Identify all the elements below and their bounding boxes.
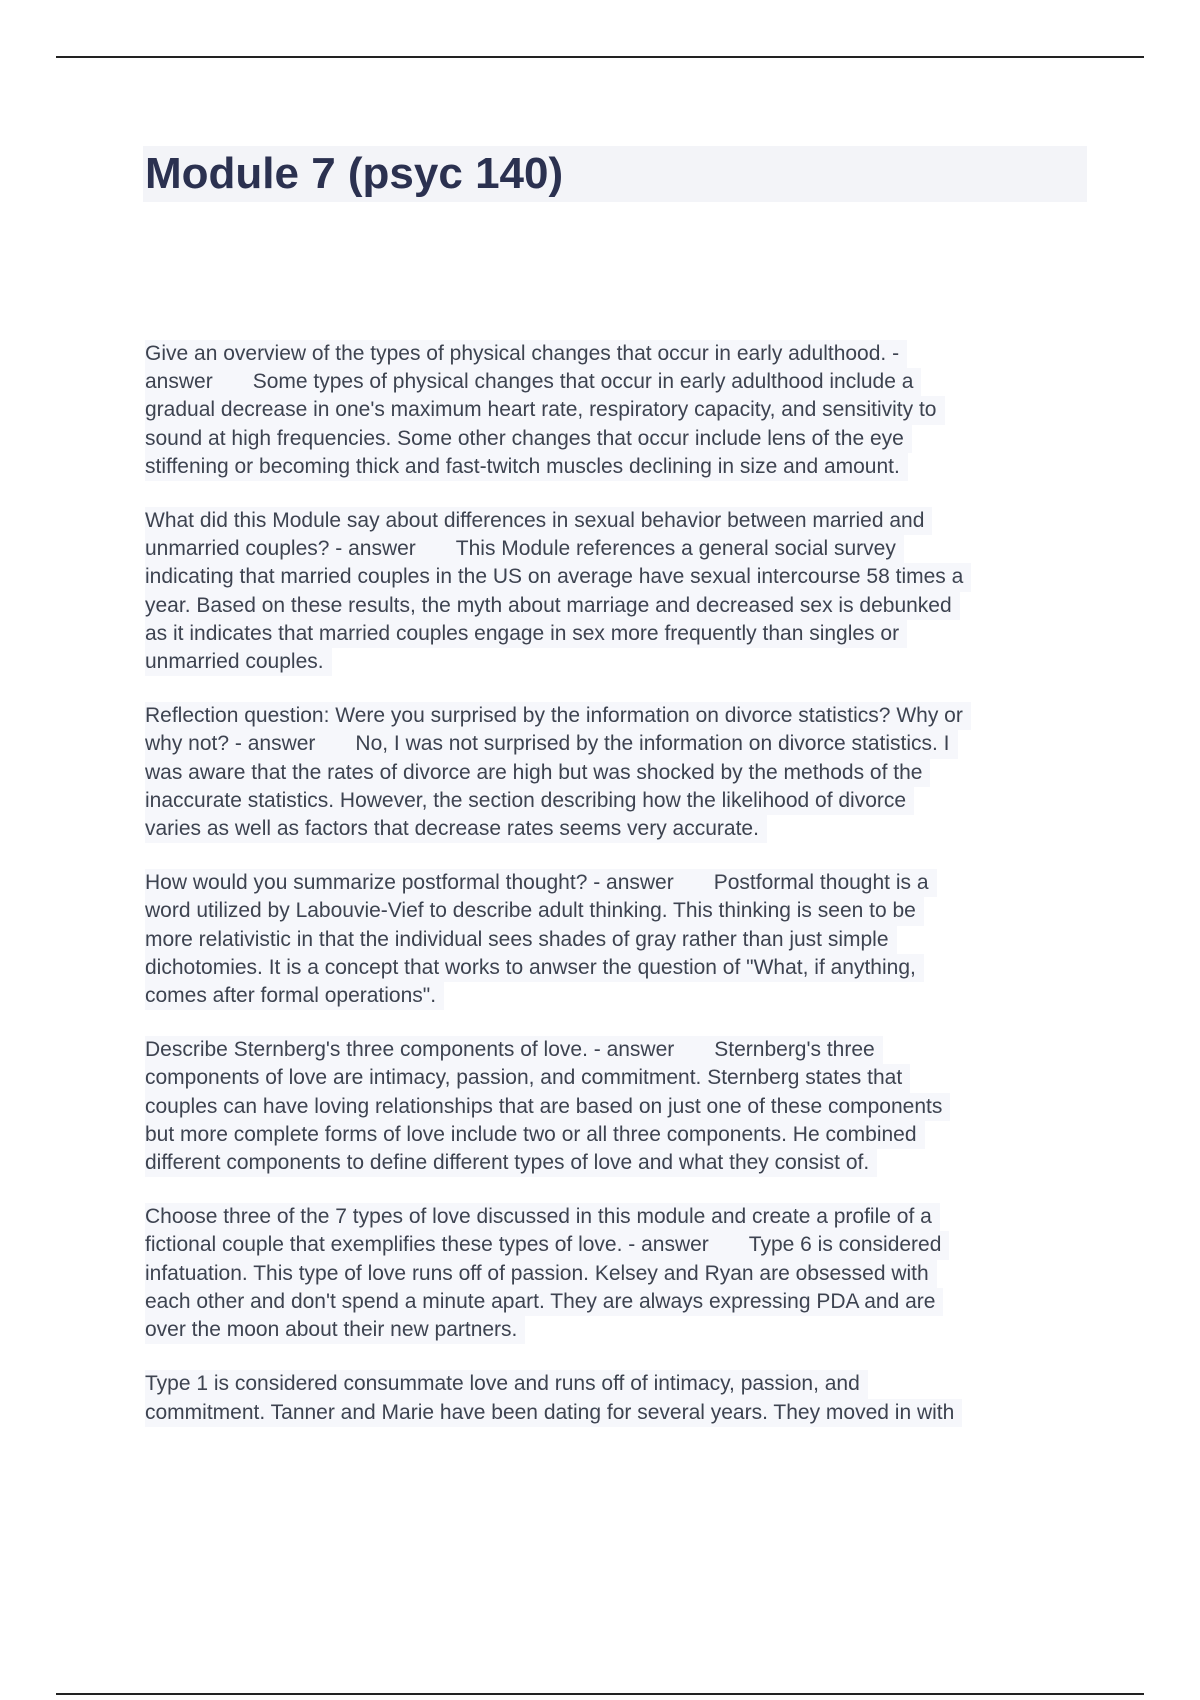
question-segment: unmarried couples? - answer xyxy=(145,537,416,561)
qa-paragraph xyxy=(145,1370,1085,1426)
question-segment: How would you summarize postformal thought? - answer xyxy=(145,871,674,895)
qa-paragraph xyxy=(145,1203,1085,1344)
text-line: commitment. Tanner and Marie have been dating for several years. They moved in with xyxy=(145,1399,962,1427)
text-line: couples can have loving relationships that are based on just one of these components xyxy=(145,1093,950,1121)
text-line: stiffening or becoming thick and fast-twitch muscles declining in size and amount. xyxy=(145,453,908,481)
text-line: unmarried couples. xyxy=(145,648,332,676)
answer-segment: Some types of physical changes that occur in early adulthood include a xyxy=(252,370,914,394)
question-segment: answer xyxy=(145,370,213,394)
page-title: Module 7 (psyc 140) xyxy=(145,149,564,198)
text-line: sound at high frequencies. Some other changes that occur include lens of the eye xyxy=(145,425,912,453)
question-segment: Describe Sternberg's three components of love. - answer xyxy=(145,1038,675,1062)
qa-paragraph xyxy=(145,507,1085,676)
text-line: each other and don't spend a minute apart. They are always expressing PDA and are xyxy=(145,1288,943,1316)
text-line: as it indicates that married couples engage in sex more frequently than singles or xyxy=(145,620,907,648)
text-line: different components to define different types of love and what they consist of. xyxy=(145,1149,877,1177)
text-line: What did this Module say about differences in sexual behavior between married and xyxy=(145,507,932,535)
text-line: more relativistic in that the individual sees shades of gray rather than just simple xyxy=(145,926,897,954)
answer-segment: Postformal thought is a xyxy=(713,871,929,895)
question-segment: fictional couple that exemplifies these types of love. - answer xyxy=(145,1233,709,1257)
text-line: but more complete forms of love include two or all three components. He combined xyxy=(145,1121,925,1149)
text-line: word utilized by Labouvie-Vief to describe adult thinking. This thinking is seen to be xyxy=(145,897,924,925)
text-line: components of love are intimacy, passion, and commitment. Sternberg states that xyxy=(145,1064,910,1092)
text-line: Choose three of the 7 types of love discussed in this module and create a profile of a xyxy=(145,1203,940,1231)
text-line: Type 1 is considered consummate love and runs off of intimacy, passion, and xyxy=(145,1370,868,1398)
text-line: dichotomies. It is a concept that works to anwser the question of "What, if anything, xyxy=(145,954,924,982)
text-line: varies as well as factors that decrease rates seems very accurate. xyxy=(145,815,767,843)
text-line xyxy=(145,730,958,758)
text-line: inaccurate statistics. However, the section describing how the likelihood of divorce xyxy=(145,787,914,815)
text-line: over the moon about their new partners. xyxy=(145,1316,525,1344)
title-block xyxy=(143,146,1087,202)
qa-paragraph xyxy=(145,869,1085,1010)
qa-paragraph xyxy=(145,340,1085,481)
qa-paragraph xyxy=(145,702,1085,843)
document-body xyxy=(145,340,1085,1453)
text-line xyxy=(145,368,921,396)
answer-segment: Sternberg's three xyxy=(714,1038,875,1062)
answer-segment: No, I was not surprised by the information on divorce statistics. I xyxy=(355,732,950,756)
text-line: infatuation. This type of love runs off of passion. Kelsey and Ryan are obsessed with xyxy=(145,1260,937,1288)
bottom-rule xyxy=(56,1693,1144,1695)
top-rule xyxy=(56,56,1144,58)
text-line xyxy=(145,1036,883,1064)
text-line: Reflection question: Were you surprised by the information on divorce statistics? Why or xyxy=(145,702,971,730)
text-line: year. Based on these results, the myth about marriage and decreased sex is debunked xyxy=(145,592,960,620)
answer-segment: Type 6 is considered xyxy=(748,1233,942,1257)
text-line: indicating that married couples in the US on average have sexual intercourse 58 times a xyxy=(145,563,971,591)
text-line xyxy=(145,1231,949,1259)
answer-segment: This Module references a general social survey xyxy=(455,537,896,561)
qa-paragraph xyxy=(145,1036,1085,1177)
text-line: comes after formal operations". xyxy=(145,982,444,1010)
text-line xyxy=(145,535,904,563)
text-line: gradual decrease in one's maximum heart rate, respiratory capacity, and sensitivity to xyxy=(145,396,945,424)
text-line xyxy=(145,869,937,897)
text-line: Give an overview of the types of physical changes that occur in early adulthood. - xyxy=(145,340,907,368)
text-line: was aware that the rates of divorce are high but was shocked by the methods of the xyxy=(145,759,930,787)
question-segment: why not? - answer xyxy=(145,732,316,756)
